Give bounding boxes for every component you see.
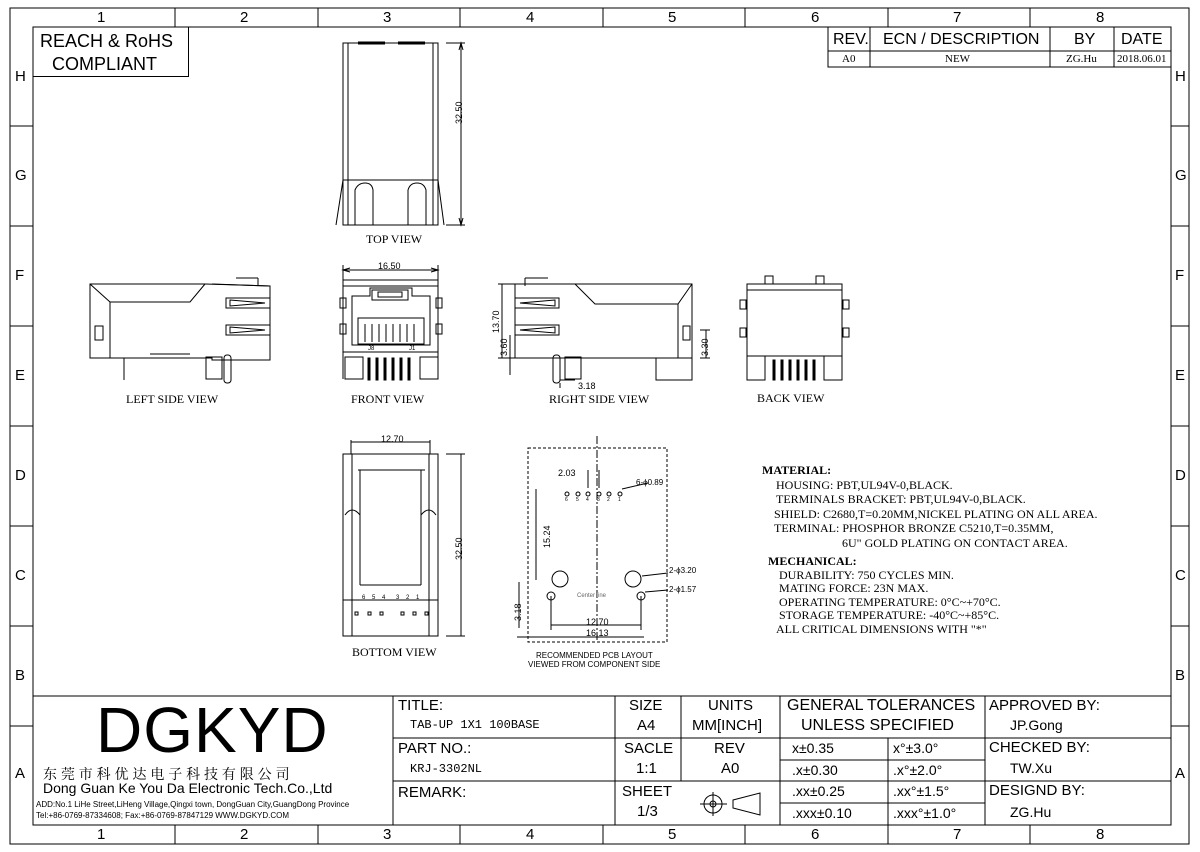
tolerance-angle: .xx°±1.5° <box>893 783 950 799</box>
pcb-pin-label: 2 <box>607 497 610 503</box>
tolerance-title-2: UNLESS SPECIFIED <box>801 717 954 734</box>
col-label: 2 <box>240 826 249 843</box>
notes <box>762 463 1098 636</box>
pcb-caption-1: RECOMMENDED PCB LAYOUT <box>536 651 653 660</box>
remark-label: REMARK: <box>398 784 467 801</box>
col-label: 7 <box>953 9 962 26</box>
ecn-value: NEW <box>945 53 971 65</box>
col-label: 7 <box>953 826 962 843</box>
left-side-view-label: LEFT SIDE VIEW <box>126 392 219 406</box>
dim-pcb-12-70: 12.70 <box>586 617 609 627</box>
material-line: SHIELD: C2680,T=0.20MM,NICKEL PLATING ON ALL AREA. <box>774 506 1098 521</box>
tolerance-angle: .x°±2.0° <box>893 762 943 778</box>
col-label: 5 <box>668 9 677 26</box>
col-label: 3 <box>383 9 392 26</box>
rev-block-value: A0 <box>721 760 740 777</box>
size-label: SIZE <box>629 697 663 714</box>
col-label: 6 <box>811 826 820 843</box>
row-label: H <box>1175 68 1186 85</box>
mechanical-line: STORAGE TEMPERATURE: -40°C~+85°C. <box>779 608 1000 622</box>
compliance-line-1: REACH & RoHS <box>40 31 174 51</box>
row-label: F <box>1175 267 1185 284</box>
mechanical-line: MATING FORCE: 23N MAX. <box>779 581 929 595</box>
units-value: MM[INCH] <box>692 717 762 734</box>
right-side-view-label: RIGHT SIDE VIEW <box>549 392 650 406</box>
dim-pcb-2-03: 2.03 <box>558 468 576 478</box>
dim-right-3-18: 3.18 <box>578 381 596 391</box>
row-label: G <box>1175 167 1187 184</box>
row-label: E <box>1175 367 1186 384</box>
mechanical-line: OPERATING TEMPERATURE: 0°C~+70°C. <box>779 594 1001 609</box>
dim-pcb-small-holes: 6-ϕ0.89 <box>636 478 664 487</box>
dim-right-height: 13.70 <box>491 310 501 333</box>
dim-pcb-3-18: 3.18 <box>513 603 523 621</box>
row-label: B <box>1175 667 1186 684</box>
dim-pcb-15-24: 15.24 <box>542 525 552 548</box>
tolerance-angle: .xxx°±1.0° <box>893 805 957 821</box>
material-line: HOUSING: PBT,UL94V-0,BLACK. <box>776 477 953 492</box>
row-label: C <box>1175 567 1186 584</box>
col-label: 6 <box>811 9 820 26</box>
row-label: H <box>15 68 26 85</box>
designed-label: DESIGND BY: <box>989 782 1085 799</box>
mechanical-title: MECHANICAL: <box>768 554 857 568</box>
tolerance-linear: .x±0.30 <box>792 762 838 778</box>
dim-pcb-mid-holes: 2-ϕ1.57 <box>669 585 697 594</box>
dim-right-3-60: 3.60 <box>499 338 509 356</box>
bottom-pin-label: 2 <box>406 595 410 601</box>
company-contact: Tel:+86-0769-87334608; Fax:+86-0769-87847129 WWW.DGKYD.COM <box>36 811 290 820</box>
dim-top-length: 32.50 <box>454 101 464 124</box>
row-label: A <box>15 765 26 782</box>
tolerance-linear: x±0.35 <box>792 740 834 756</box>
dim-front-width: 16.50 <box>378 261 401 271</box>
dim-pcb-large-holes: 2-ϕ3.20 <box>669 566 697 575</box>
compliance-line-2: COMPLIANT <box>52 54 158 74</box>
col-label: 1 <box>97 826 106 843</box>
col-label: 5 <box>668 826 677 843</box>
rev-header: REV. <box>833 31 869 48</box>
by-value: ZG.Hu <box>1066 53 1097 65</box>
rev-label: REV <box>714 740 745 757</box>
tolerance-angle: x°±3.0° <box>893 740 939 756</box>
part-label: PART NO.: <box>398 740 472 757</box>
row-label: E <box>15 367 26 384</box>
front-j8: J8 <box>368 346 375 352</box>
company-name-en: Dong Guan Ke You Da Electronic Tech.Co.,Ltd <box>43 780 333 796</box>
top-view <box>336 43 465 225</box>
title-label: TITLE: <box>398 697 444 714</box>
tolerance-title-1: GENERAL TOLERANCES <box>787 697 976 714</box>
pcb-centerline-label: Center line <box>577 593 607 599</box>
left-side-view <box>90 278 270 383</box>
col-label: 1 <box>97 9 106 26</box>
tolerance-linear: .xxx±0.10 <box>792 805 852 821</box>
col-label: 3 <box>383 826 392 843</box>
approved-value: JP.Gong <box>1010 717 1063 733</box>
by-header: BY <box>1074 31 1096 48</box>
row-label: C <box>15 567 26 584</box>
company-logo: DGKYD <box>96 694 329 766</box>
title-value: TAB-UP 1X1 100BASE <box>410 718 540 732</box>
pcb-pin-label: 1 <box>618 497 621 503</box>
dim-bottom-length: 32.50 <box>454 537 464 560</box>
top-view-label: TOP VIEW <box>366 232 423 246</box>
bottom-view-label: BOTTOM VIEW <box>352 645 437 659</box>
scale-value: 1:1 <box>636 760 657 777</box>
row-label: F <box>15 267 25 284</box>
sheet-value: 1/3 <box>637 803 658 820</box>
material-line: TERMINALS BRACKET: PBT,UL94V-0,BLACK. <box>776 492 1026 506</box>
right-side-view <box>498 278 710 388</box>
bottom-pin-label: 1 <box>416 595 420 601</box>
row-label: D <box>1175 467 1186 484</box>
col-label: 4 <box>526 9 535 26</box>
col-label: 2 <box>240 9 249 26</box>
pcb-pin-label: 6 <box>565 497 568 503</box>
pcb-pin-label: 4 <box>586 497 589 503</box>
approved-label: APPROVED BY: <box>989 697 1100 714</box>
rev-value: A0 <box>842 53 856 65</box>
front-view-label: FRONT VIEW <box>351 392 425 406</box>
bottom-pin-label: 5 <box>372 595 376 601</box>
scale-label: SACLE <box>624 740 674 757</box>
row-label: G <box>15 167 27 184</box>
pcb-layout <box>517 436 668 642</box>
material-title: MATERIAL: <box>762 463 832 477</box>
front-j1: J1 <box>409 346 416 352</box>
back-view-label: BACK VIEW <box>757 391 825 405</box>
designed-value: ZG.Hu <box>1010 804 1052 820</box>
mechanical-line: ALL CRITICAL DIMENSIONS WITH "*" <box>776 621 987 636</box>
bottom-pin-label: 4 <box>382 595 386 601</box>
company-address: ADD:No.1 LiHe Street,LiHeng Village,Qingxi town, DongGuan City,GuangDong Province <box>36 800 350 809</box>
bottom-pin-label: 6 <box>362 595 366 601</box>
dim-right-3-30: 3.30 <box>700 338 710 356</box>
front-view <box>340 265 442 380</box>
back-view <box>740 276 849 380</box>
row-label: B <box>15 667 26 684</box>
bottom-view <box>343 440 465 636</box>
pcb-pin-label: 5 <box>576 497 579 503</box>
units-label: UNITS <box>708 697 753 714</box>
checked-label: CHECKED BY: <box>989 739 1090 756</box>
checked-value: TW.Xu <box>1010 760 1053 776</box>
size-value: A4 <box>637 717 656 734</box>
mechanical-line: DURABILITY: 750 CYCLES MIN. <box>779 567 954 582</box>
pcb-pin-label: 3 <box>597 497 600 503</box>
bottom-pin-label: 3 <box>396 595 400 601</box>
col-label: 4 <box>526 826 535 843</box>
material-line: 6U" GOLD PLATING ON CONTACT AREA. <box>842 535 1068 550</box>
date-value: 2018.06.01 <box>1117 53 1167 65</box>
dim-pcb-16-13: 16.13 <box>586 628 609 638</box>
dim-bottom-width: 12.70 <box>381 434 404 444</box>
company-name-cn: 东 莞 市 科 优 达 电 子 科 技 有 限 公 司 <box>43 766 290 782</box>
row-label: D <box>15 467 26 484</box>
tolerance-linear: .xx±0.25 <box>792 783 845 799</box>
date-header: DATE <box>1121 31 1163 48</box>
sheet-label: SHEET <box>622 783 673 800</box>
part-value: KRJ-3302NL <box>410 762 483 776</box>
material-line: TERMINAL: PHOSPHOR BRONZE C5210,T=0.35MM, <box>774 521 1054 535</box>
col-label: 8 <box>1096 826 1105 843</box>
ecn-header: ECN / DESCRIPTION <box>883 31 1040 48</box>
pcb-caption-2: VIEWED FROM COMPONENT SIDE <box>528 660 661 669</box>
row-label: A <box>1175 765 1186 782</box>
col-label: 8 <box>1096 9 1105 26</box>
